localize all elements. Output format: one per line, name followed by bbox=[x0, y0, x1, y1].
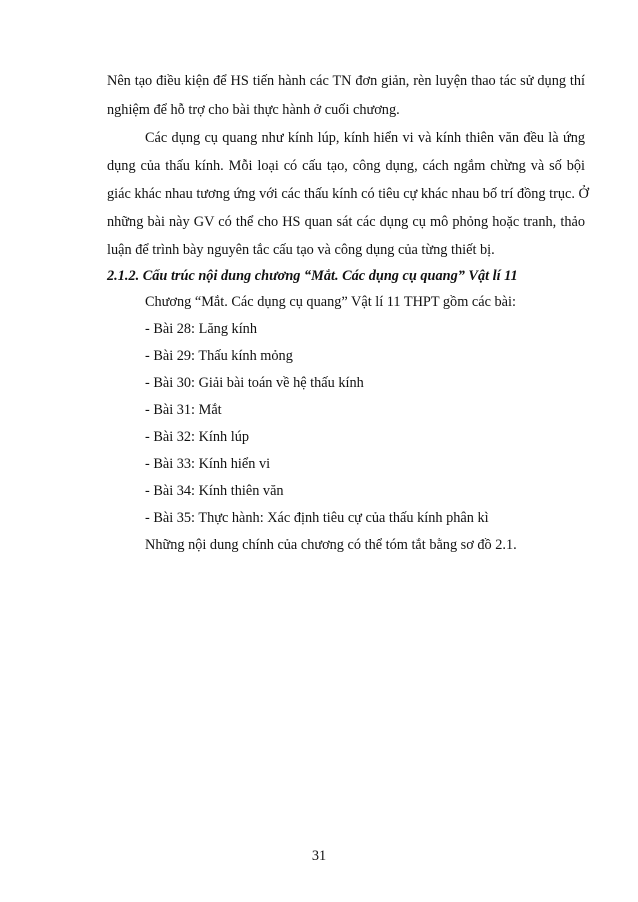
paragraph-line: luận để trình bày nguyên tắc cấu tạo và công dụng của từng thiết bị. bbox=[107, 242, 495, 258]
list-item: - Bài 35: Thực hành: Xác định tiêu cự của thấu kính phân kì bbox=[145, 510, 489, 526]
list-item: - Bài 34: Kính thiên văn bbox=[145, 483, 284, 499]
list-item: - Bài 30: Giải bài toán về hệ thấu kính bbox=[145, 375, 364, 391]
list-item: - Bài 32: Kính lúp bbox=[145, 429, 250, 445]
list-item: - Bài 28: Lăng kính bbox=[145, 321, 257, 337]
paragraph-line: dụng của thấu kính. Mỗi loại có cấu tạo, công dụng, cách ngắm chừng và số bội bbox=[107, 158, 585, 174]
list-item: - Bài 33: Kính hiển vi bbox=[145, 456, 271, 472]
section-heading: 2.1.2. Cấu trúc nội dung chương “Mắt. Các dụng cụ quang” Vật lí 11 bbox=[107, 268, 518, 284]
closing-line: Những nội dung chính của chương có thể tóm tắt bằng sơ đồ 2.1. bbox=[145, 537, 517, 553]
page-number: 31 bbox=[311, 848, 327, 864]
paragraph-line: giác khác nhau tương ứng với các thấu kính có tiêu cự khác nhau bố trí đồng trục. Ở bbox=[107, 186, 589, 202]
paragraph-line: Nên tạo điều kiện để HS tiến hành các TN đơn giản, rèn luyện thao tác sử dụng thí bbox=[107, 73, 585, 89]
paragraph-line: nghiệm để hỗ trợ cho bài thực hành ở cuối chương. bbox=[107, 102, 400, 118]
list-item: - Bài 29: Thấu kính mỏng bbox=[145, 348, 293, 364]
intro-line: Chương “Mắt. Các dụng cụ quang” Vật lí 11 THPT gồm các bài: bbox=[145, 294, 516, 310]
list-item: - Bài 31: Mắt bbox=[145, 402, 222, 418]
paragraph-line: những bài này GV có thể cho HS quan sát các dụng cụ mô phỏng hoặc tranh, thảo bbox=[107, 214, 585, 230]
paragraph-line: Các dụng cụ quang như kính lúp, kính hiển vi và kính thiên văn đều là ứng bbox=[145, 130, 585, 146]
